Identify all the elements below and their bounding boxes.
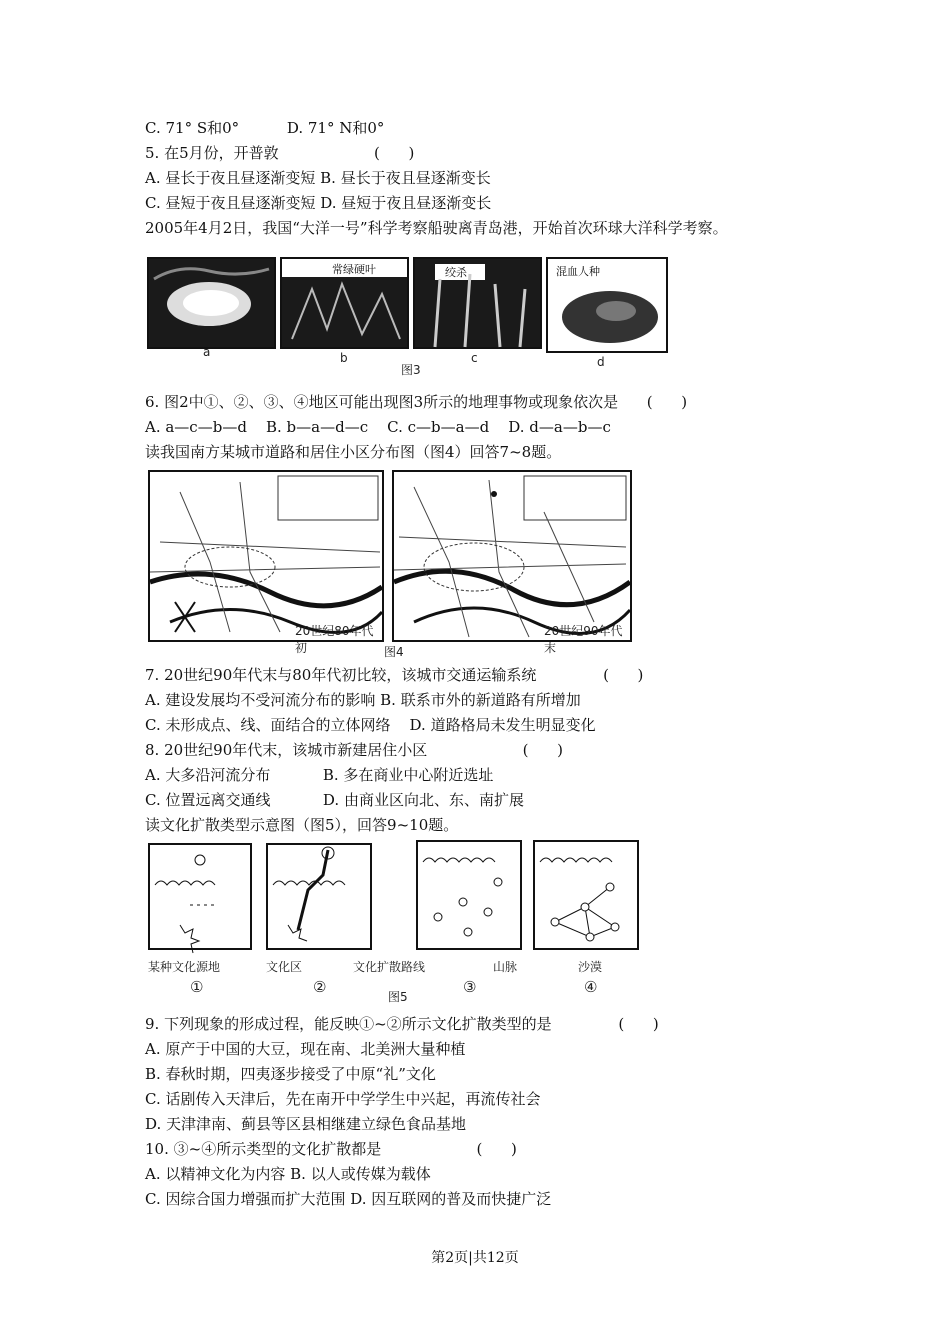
fig5-legend-2: 文化区 (266, 960, 303, 974)
fig3-panel-d (546, 257, 668, 353)
q9-option-a: A. 原产于中国的大豆，现在南、北美洲大量种植 (145, 1040, 466, 1058)
fig5-panel-1 (148, 843, 252, 950)
q9-option-b: B. 春秋时期，四夷逐步接受了中原“礼”文化 (145, 1065, 436, 1083)
page-footer: 第2页|共12页 (431, 1250, 519, 1266)
q7-options-ab: A. 建设发展均不受河流分布的影响 B. 联系市外的新道路有所增加 (145, 691, 581, 709)
question-5: 5. 在5月份，开普敦 ( ) (145, 144, 415, 162)
fig5-num-1: ① (190, 978, 204, 996)
fig3-panel-d-image (548, 259, 666, 351)
q8-options-ab: A. 大多沿河流分布 B. 多在商业中心附近选址 (145, 766, 494, 784)
fig5-num-3: ③ (463, 978, 477, 996)
fig3-title-b: 常绿硬叶 (332, 263, 376, 276)
fig3-panel-b-image (282, 259, 407, 347)
fig5-panel-1-image (150, 845, 250, 948)
question-8: 8. 20世纪90年代末，该城市新建居住小区 ( ) (145, 741, 563, 759)
fig5-panel-4-image (535, 842, 637, 948)
q8-options-cd: C. 位置远离交通线 D. 由商业区向北、东、南扩展 (145, 791, 524, 809)
figure-5 (148, 840, 648, 1005)
fig4-map-right-image (394, 472, 630, 640)
fig5-legend-3: 文化扩散路线 (353, 960, 426, 974)
fig5-caption: 图5 (388, 990, 408, 1004)
fig3-label-d: d (597, 355, 605, 369)
fig5-panel-4 (533, 840, 639, 950)
passage-dayang: 2005年4月2日，我国“大洋一号”科学考察船驶离青岛港，开始首次环球大洋科学考察。 (145, 219, 728, 237)
fig3-label-a: a (203, 345, 211, 359)
q6-options: A. a—c—b—d B. b—a—d—c C. c—b—a—d D. d—a—b—c (145, 418, 611, 436)
fig5-legend-4: 山脉 (493, 960, 518, 974)
fig4-left-label: 20世纪80年代初 (295, 624, 374, 655)
question-10: 10. ③~④所示类型的文化扩散都是 ( ) (145, 1140, 517, 1158)
figure-4 (148, 470, 638, 665)
fig3-panel-a (147, 257, 276, 349)
fig5-panel-3-image (418, 842, 520, 948)
passage-fig4: 读我国南方某城市道路和居住小区分布图（图4）回答7~8题。 (145, 443, 562, 461)
fig3-panel-c (413, 257, 542, 349)
fig3-panel-a-image (149, 259, 274, 347)
q9-option-d: D. 天津津南、蓟县等区县相继建立绿色食品基地 (145, 1115, 467, 1133)
passage-fig5: 读文化扩散类型示意图（图5），回答9~10题。 (145, 816, 459, 834)
fig4-caption: 图4 (384, 645, 404, 659)
fig3-label-b: b (340, 351, 348, 365)
fig5-panel-2 (266, 843, 372, 950)
fig4-map-left (148, 470, 384, 655)
q9-option-c: C. 话剧传入天津后，先在南开中学学生中兴起，再流传社会 (145, 1090, 541, 1108)
question-7: 7. 20世纪90年代末与80年代初比较，该城市交通运输系统 ( ) (145, 666, 644, 684)
q7-options-cd: C. 未形成点、线、面结合的立体网络 D. 道路格局未发生明显变化 (145, 716, 596, 734)
q10-options-ab: A. 以精神文化为内容 B. 以人或传媒为载体 (145, 1165, 431, 1183)
fig3-caption: 图3 (401, 363, 421, 377)
fig3-panel-c-image (415, 259, 540, 347)
q10-options-cd: C. 因综合国力增强而扩大范围 D. 因互联网的普及而快捷广泛 (145, 1190, 552, 1208)
fig5-panel-2-image (268, 845, 370, 948)
fig4-map-left-image (150, 472, 382, 640)
fig5-num-4: ④ (584, 978, 598, 996)
fig3-title-c: 绞杀 (445, 266, 467, 279)
q5-options-ab: A. 昼长于夜且昼逐渐变短 B. 昼长于夜且昼逐渐变长 (145, 169, 491, 187)
fig4-right-label: 20世纪90年代末 (544, 624, 623, 655)
fig5-panel-3 (416, 840, 522, 950)
fig3-panel-b (280, 257, 409, 349)
fig4-map-right (392, 470, 632, 655)
fig5-legend-1: 某种文化源地 (148, 960, 221, 974)
question-6: 6. 图2中①、②、③、④地区可能出现图3所示的地理事物或现象依次是 ( ) (145, 393, 688, 411)
figure-3 (145, 255, 670, 380)
fig3-title-d: 混血人种 (556, 265, 600, 278)
fig5-legend-5: 沙漠 (578, 960, 603, 974)
fig5-num-2: ② (313, 978, 327, 996)
question-9: 9. 下列现象的形成过程，能反映①~②所示文化扩散类型的是 ( ) (145, 1015, 659, 1033)
q5-options-cd: C. 昼短于夜且昼逐渐变短 D. 昼短于夜且昼逐渐变长 (145, 194, 492, 212)
option-line-c-d: C. 71° S和0° D. 71° N和0° (145, 119, 385, 137)
fig3-label-c: c (471, 351, 478, 365)
